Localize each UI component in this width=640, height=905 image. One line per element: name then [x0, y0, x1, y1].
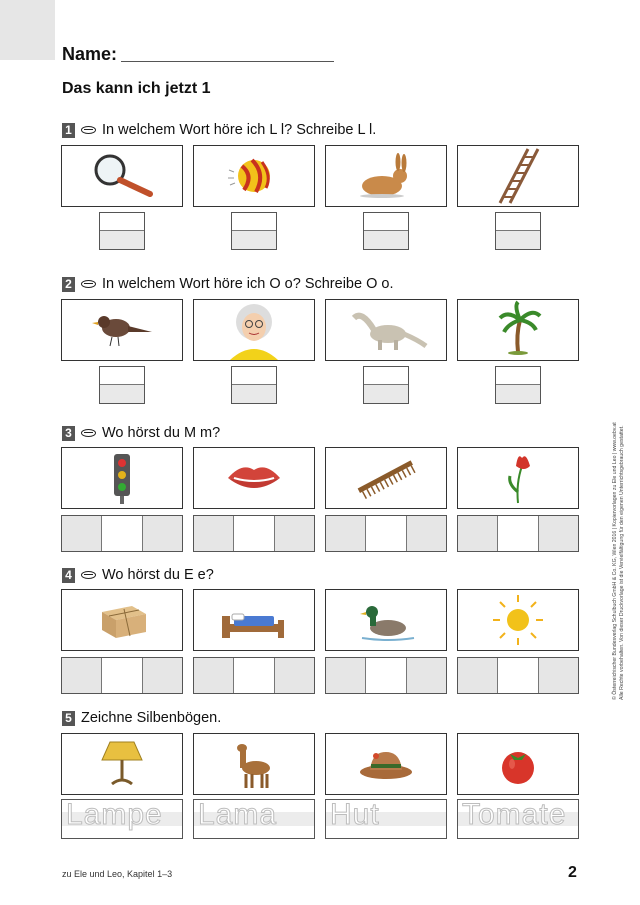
picture-card — [457, 447, 579, 509]
page-title: Das kann ich jetzt 1 — [62, 80, 211, 97]
listen-icon — [81, 571, 96, 579]
word-box[interactable] — [193, 799, 315, 839]
lips-icon — [194, 448, 314, 508]
listen-icon — [81, 280, 96, 288]
lamp-icon — [62, 734, 182, 794]
palm-icon — [458, 300, 578, 360]
letter-box[interactable] — [99, 366, 145, 404]
picture-card — [457, 145, 579, 207]
ball-icon — [194, 146, 314, 206]
tomato-icon — [458, 734, 578, 794]
letter-box[interactable] — [99, 212, 145, 250]
picture-row-1 — [61, 145, 579, 207]
picture-card — [193, 299, 315, 361]
syllable-box[interactable] — [61, 657, 183, 694]
syllable-box[interactable] — [457, 515, 579, 552]
corner-tab — [0, 0, 55, 60]
task-text: In welchem Wort höre ich L l? Schreibe L l. — [102, 122, 377, 138]
llama-icon — [194, 734, 314, 794]
picture-card — [325, 733, 447, 795]
picture-card — [61, 299, 183, 361]
picture-card — [193, 733, 315, 795]
syllable-box[interactable] — [325, 657, 447, 694]
bed-icon — [194, 590, 314, 650]
syllable-box[interactable] — [193, 657, 315, 694]
footer-book: zu Ele und Leo, Kapitel 1–3 — [62, 869, 173, 879]
grandma-icon — [194, 300, 314, 360]
task-number: 4 — [62, 568, 75, 583]
picture-row-3 — [61, 447, 579, 509]
copyright-note — [612, 370, 626, 700]
tracing-word: Lampe — [66, 799, 163, 831]
letter-box[interactable] — [495, 366, 541, 404]
picture-card — [61, 589, 183, 651]
traffic-light-icon — [62, 448, 182, 508]
picture-card — [61, 447, 183, 509]
task-number: 1 — [62, 123, 75, 138]
syllable-box[interactable] — [193, 515, 315, 552]
task-2 — [62, 276, 393, 292]
task-text: In welchem Wort höre ich O o? Schreibe O o. — [102, 276, 394, 292]
copyright-line: © Österreichischer Bundesverlag Schulbuch GmbH & Co. KG, Wien 2016 | Kopiervorlagen zu Ele und Leo | www.oebv.at — [612, 422, 618, 700]
name-label: Name: — [62, 44, 118, 64]
magnifier-icon — [62, 146, 182, 206]
listen-icon — [81, 429, 96, 437]
letter-box[interactable] — [231, 212, 277, 250]
letter-box[interactable] — [363, 366, 409, 404]
task-number: 5 — [62, 711, 75, 726]
picture-card — [457, 589, 579, 651]
hat-icon — [326, 734, 446, 794]
bird-icon — [62, 300, 182, 360]
task-number: 3 — [62, 426, 75, 441]
picture-card — [325, 589, 447, 651]
name-line[interactable] — [121, 61, 334, 62]
tracing-word: Lama — [198, 799, 278, 831]
picture-row-5 — [61, 733, 579, 795]
word-box[interactable] — [61, 799, 183, 839]
word-box[interactable] — [457, 799, 579, 839]
syllable-box[interactable] — [325, 515, 447, 552]
tulip-icon — [458, 448, 578, 508]
picture-card — [61, 145, 183, 207]
letter-box[interactable] — [363, 212, 409, 250]
picture-card — [457, 299, 579, 361]
task-5 — [62, 710, 221, 726]
task-number: 2 — [62, 277, 75, 292]
word-box[interactable] — [325, 799, 447, 839]
letter-box[interactable] — [231, 366, 277, 404]
task-4 — [62, 567, 214, 583]
syllable-box[interactable] — [61, 515, 183, 552]
picture-card — [193, 589, 315, 651]
task-text: Zeichne Silbenbögen. — [81, 710, 222, 726]
letter-box[interactable] — [495, 212, 541, 250]
comb-icon — [326, 448, 446, 508]
picture-card — [325, 299, 447, 361]
picture-card — [457, 733, 579, 795]
listen-icon — [81, 126, 96, 134]
picture-card — [193, 145, 315, 207]
picture-card — [61, 733, 183, 795]
page-number: 2 — [568, 864, 577, 881]
task-1 — [62, 122, 376, 138]
sun-icon — [458, 590, 578, 650]
duck-icon — [326, 590, 446, 650]
task-text: Wo hörst du M m? — [102, 425, 221, 441]
picture-row-2 — [61, 299, 579, 361]
task-3 — [62, 425, 220, 441]
picture-row-4 — [61, 589, 579, 651]
tracing-word: Tomate — [462, 799, 567, 831]
dinosaur-icon — [326, 300, 446, 360]
syllable-box[interactable] — [457, 657, 579, 694]
copyright-line: Alle Rechte vorbehalten. Von dieser Druckvorlage ist die Vervielfältigung für den eigenen Unterrichtsgebrauch gestattet. — [619, 425, 625, 700]
task-text: Wo hörst du E e? — [102, 567, 214, 583]
tracing-word: Hut — [330, 799, 380, 831]
rabbit-icon — [326, 146, 446, 206]
package-icon — [62, 590, 182, 650]
ladder-icon — [458, 146, 578, 206]
picture-card — [193, 447, 315, 509]
picture-card — [325, 447, 447, 509]
picture-card — [325, 145, 447, 207]
